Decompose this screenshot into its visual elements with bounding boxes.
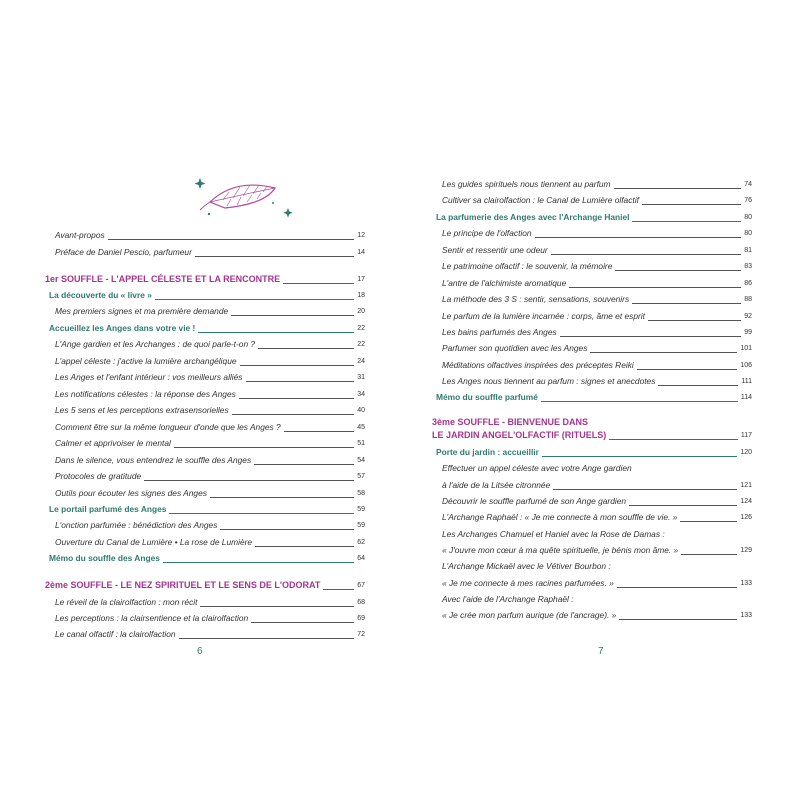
toc-entry-title: Le portail parfumé des Anges [49,502,169,517]
toc-entry-page: 81 [741,243,752,258]
toc-entry-page: 62 [354,535,365,550]
toc-entry [55,611,365,627]
toc-entry-page: 133 [737,576,752,591]
toc-entry [55,387,365,403]
toc-entry [432,428,752,444]
section-heading-3: 3ème SOUFFLE - BIENVENUE DANS [432,417,589,427]
toc-entry [442,608,752,624]
toc-entry-title: Cultiver sa clairolfaction : le Canal de Lumière olfactif [442,193,642,208]
toc-entry [442,374,752,390]
toc-entry [442,592,752,608]
toc-entry [55,518,365,534]
toc-entry-page: 22 [354,337,365,352]
page-number-left: 6 [197,646,203,657]
toc-entry [442,341,752,357]
toc-entry [49,502,365,518]
toc-entry-title: Le principe de l'olfaction [442,226,535,241]
toc-entry-title: Les Archanges Chamuel et Haniel avec la Rose de Damas : [442,527,668,542]
toc-entry [442,527,752,543]
toc-entry [442,292,752,308]
toc-entry-page: 124 [737,494,752,509]
toc-entry [442,177,752,193]
toc-entry-page: 69 [354,611,365,626]
toc-entry [55,535,365,551]
toc-entry-page: 31 [354,370,365,385]
toc-entry-page: 18 [354,288,365,303]
toc-entry-title: Préface de Daniel Pescio, parfumeur [55,245,195,260]
toc-entry-page: 20 [354,304,365,319]
toc-entry-page: 133 [737,608,752,623]
toc-entry-title: Mémo du souffle des Anges [49,551,163,566]
toc-entry-page: 121 [737,478,752,493]
toc-entry [55,486,365,502]
toc-entry [55,245,365,261]
toc-entry-title: La méthode des 3 S : sentir, sensations, souvenirs [442,292,632,307]
toc-entry-page: 76 [741,193,752,208]
toc-entry-title: Avec l'aide de l'Archange Raphaël : [442,592,577,607]
toc-entry [55,354,365,370]
toc-entry [55,337,365,353]
toc-entry [442,259,752,275]
toc-entry-page: 92 [741,309,752,324]
toc-entry-title: Avant-propos [55,228,108,243]
toc-entry-title: L'onction parfumée : bénédiction des Anges [55,518,220,533]
toc-entry-page: 22 [354,321,365,336]
toc-entry-title: L'Ange gardien et les Archanges : de quoi parle-t-on ? [55,337,258,352]
toc-entry-title: à l'aide de la Litsée citronnée [442,478,553,493]
toc-entry-page: 86 [741,276,752,291]
toc-entry-page: 34 [354,387,365,402]
toc-entry [45,578,365,594]
toc-entry [442,243,752,259]
toc-entry-page: 59 [354,518,365,533]
toc-entry-page: 58 [354,486,365,501]
toc-entry-page: 45 [354,420,365,435]
toc-entry [442,461,752,477]
toc-entry-title: L'appel céleste : j'active la lumière archangélique [55,354,240,369]
toc-entry [442,358,752,374]
toc-entry-title: « Je me connecte à mes racines parfumées. » [442,576,617,591]
toc-entry-title: Comment être sur la même longueur d'onde que les Anges ? [55,420,284,435]
toc-entry-title: Effectuer un appel céleste avec votre Ange gardien [442,461,635,476]
toc-entry-title: Les bains parfumés des Anges [442,325,560,340]
toc-entry [55,228,365,244]
toc-entry [442,193,752,209]
toc-entry [55,469,365,485]
toc-entry-page: 106 [737,358,752,373]
toc-entry-title: Protocoles de gratitude [55,469,144,484]
page-number-right: 7 [598,646,604,657]
toc-entry-page: 117 [738,428,752,443]
toc-entry-title: « J'ouvre mon cœur à ma quête spirituelle, je bénis mon âme. » [442,543,681,558]
toc-entry [442,276,752,292]
toc-entry [442,559,752,575]
toc-entry-page: 80 [741,226,752,241]
toc-entry [442,325,752,341]
toc-entry-title: 1er SOUFFLE - L'APPEL CÉLESTE ET LA RENCONTRE [45,272,283,287]
toc-entry-title: « Je crée mon parfum aurique (de l'ancrage). » [442,608,619,623]
toc-entry [55,453,365,469]
toc-entry-title: Outils pour écouter les signes des Anges [55,486,210,501]
toc-entry-page: 80 [741,210,752,225]
toc-entry-page: 57 [354,469,365,484]
toc-entry-page: 54 [354,453,365,468]
toc-entry-title: 2ème SOUFFLE - LE NEZ SPIRITUEL ET LE SENS DE L'ODORAT [45,578,323,593]
toc-entry-title: Les Anges nous tiennent au parfum : signes et anecdotes [442,374,658,389]
toc-entry-title: Les 5 sens et les perceptions extrasensorielles [55,403,232,418]
toc-entry [442,543,752,559]
toc-entry [442,478,752,494]
toc-entry [55,304,365,320]
toc-entry [49,321,365,337]
toc-entry-page: 24 [354,354,365,369]
toc-entry-page: 101 [737,341,752,356]
toc-entry [55,370,365,386]
toc-entry-title: Calmer et apprivoiser le mental [55,436,174,451]
toc-entry [442,576,752,592]
toc-entry [55,420,365,436]
toc-entry-title: Les notifications célestes : la réponse des Anges [55,387,239,402]
toc-entry-page: 59 [354,502,365,517]
toc-entry [49,288,365,304]
toc-entry-title: Dans le silence, vous entendrez le souffle des Anges [55,453,254,468]
toc-entry [49,551,365,567]
toc-entry [442,494,752,510]
toc-entry-page: 64 [354,551,365,566]
toc-entry [55,436,365,452]
toc-entry-title: Le canal olfactif : la clairolfaction [55,627,179,642]
toc-entry-title: Parfumer son quotidien avec les Anges [442,341,590,356]
toc-entry-title: Ouverture du Canal de Lumière • La rose de Lumière [55,535,255,550]
toc-entry-title: LE JARDIN ANGEL'OLFACTIF (RITUELS) [432,428,609,443]
toc-entry [442,510,752,526]
toc-entry-title: Méditations olfactives inspirées des préceptes Reiki [442,358,637,373]
toc-entry-title: Le réveil de la clairolfaction : mon récit [55,595,200,610]
toc-entry [436,210,752,226]
toc-entry-page: 67 [354,578,365,593]
toc-entry-title: Le patrimoine olfactif : le souvenir, la mémoire [442,259,615,274]
toc-entry [55,403,365,419]
toc-entry-page: 51 [354,436,365,451]
toc-entry-page: 72 [354,627,365,642]
toc-entry-page: 40 [354,403,365,418]
toc-entry-title: Les Anges et l'enfant intérieur : vos meilleurs alliés [55,370,246,385]
toc-entry-page: 88 [741,292,752,307]
toc-entry-page: 68 [354,595,365,610]
toc-entry [442,309,752,325]
toc-entry-page: 114 [738,390,752,405]
toc-entry-title: Les guides spirituels nous tiennent au parfum [442,177,614,192]
toc-entry-page: 83 [741,259,752,274]
toc-entry-title: La parfumerie des Anges avec l'Archange Haniel [436,210,632,225]
toc-entry-page: 14 [354,245,365,260]
toc-entry-title: Porte du jardin : accueillir [436,445,542,460]
toc-entry [442,226,752,242]
toc-entry [55,627,365,643]
toc-entry-page: 17 [354,272,365,287]
toc-entry-title: Mes premiers signes et ma première demande [55,304,231,319]
toc-entry [436,445,752,461]
toc-entry-page: 126 [737,510,752,525]
toc-entry-title: L'Archange Raphaël : « Je me connecte à mon souffle de vie. » [442,510,680,525]
feather-icon [195,170,295,220]
toc-entry-title: Mémo du souffle parfumé [436,390,541,405]
toc-entry-title: Les perceptions : la clairsentience et la clairolfaction [55,611,251,626]
toc-entry-title: Accueillez les Anges dans votre vie ! [49,321,198,336]
toc-entry-title: Le parfum de la lumière incarnée : corps, âme et esprit [442,309,648,324]
toc-entry-title: Découvrir le souffle parfumé de son Ange gardien [442,494,629,509]
toc-entry-title: L'Archange Mickaël avec le Vétiver Bourbon : [442,559,614,574]
toc-entry-page: 74 [741,177,752,192]
toc-entry-title: Sentir et ressentir une odeur [442,243,551,258]
toc-entry [45,272,365,288]
toc-entry-page: 120 [737,445,752,460]
toc-entry-page: 129 [737,543,752,558]
toc-entry-page: 111 [738,374,752,389]
toc-entry-page: 99 [741,325,752,340]
toc-entry-title: L'antre de l'alchimiste aromatique [442,276,569,291]
toc-entry [436,390,752,406]
toc-entry [55,595,365,611]
toc-entry-title: La découverte du « livre » [49,288,155,303]
toc-entry-page: 12 [354,228,365,243]
